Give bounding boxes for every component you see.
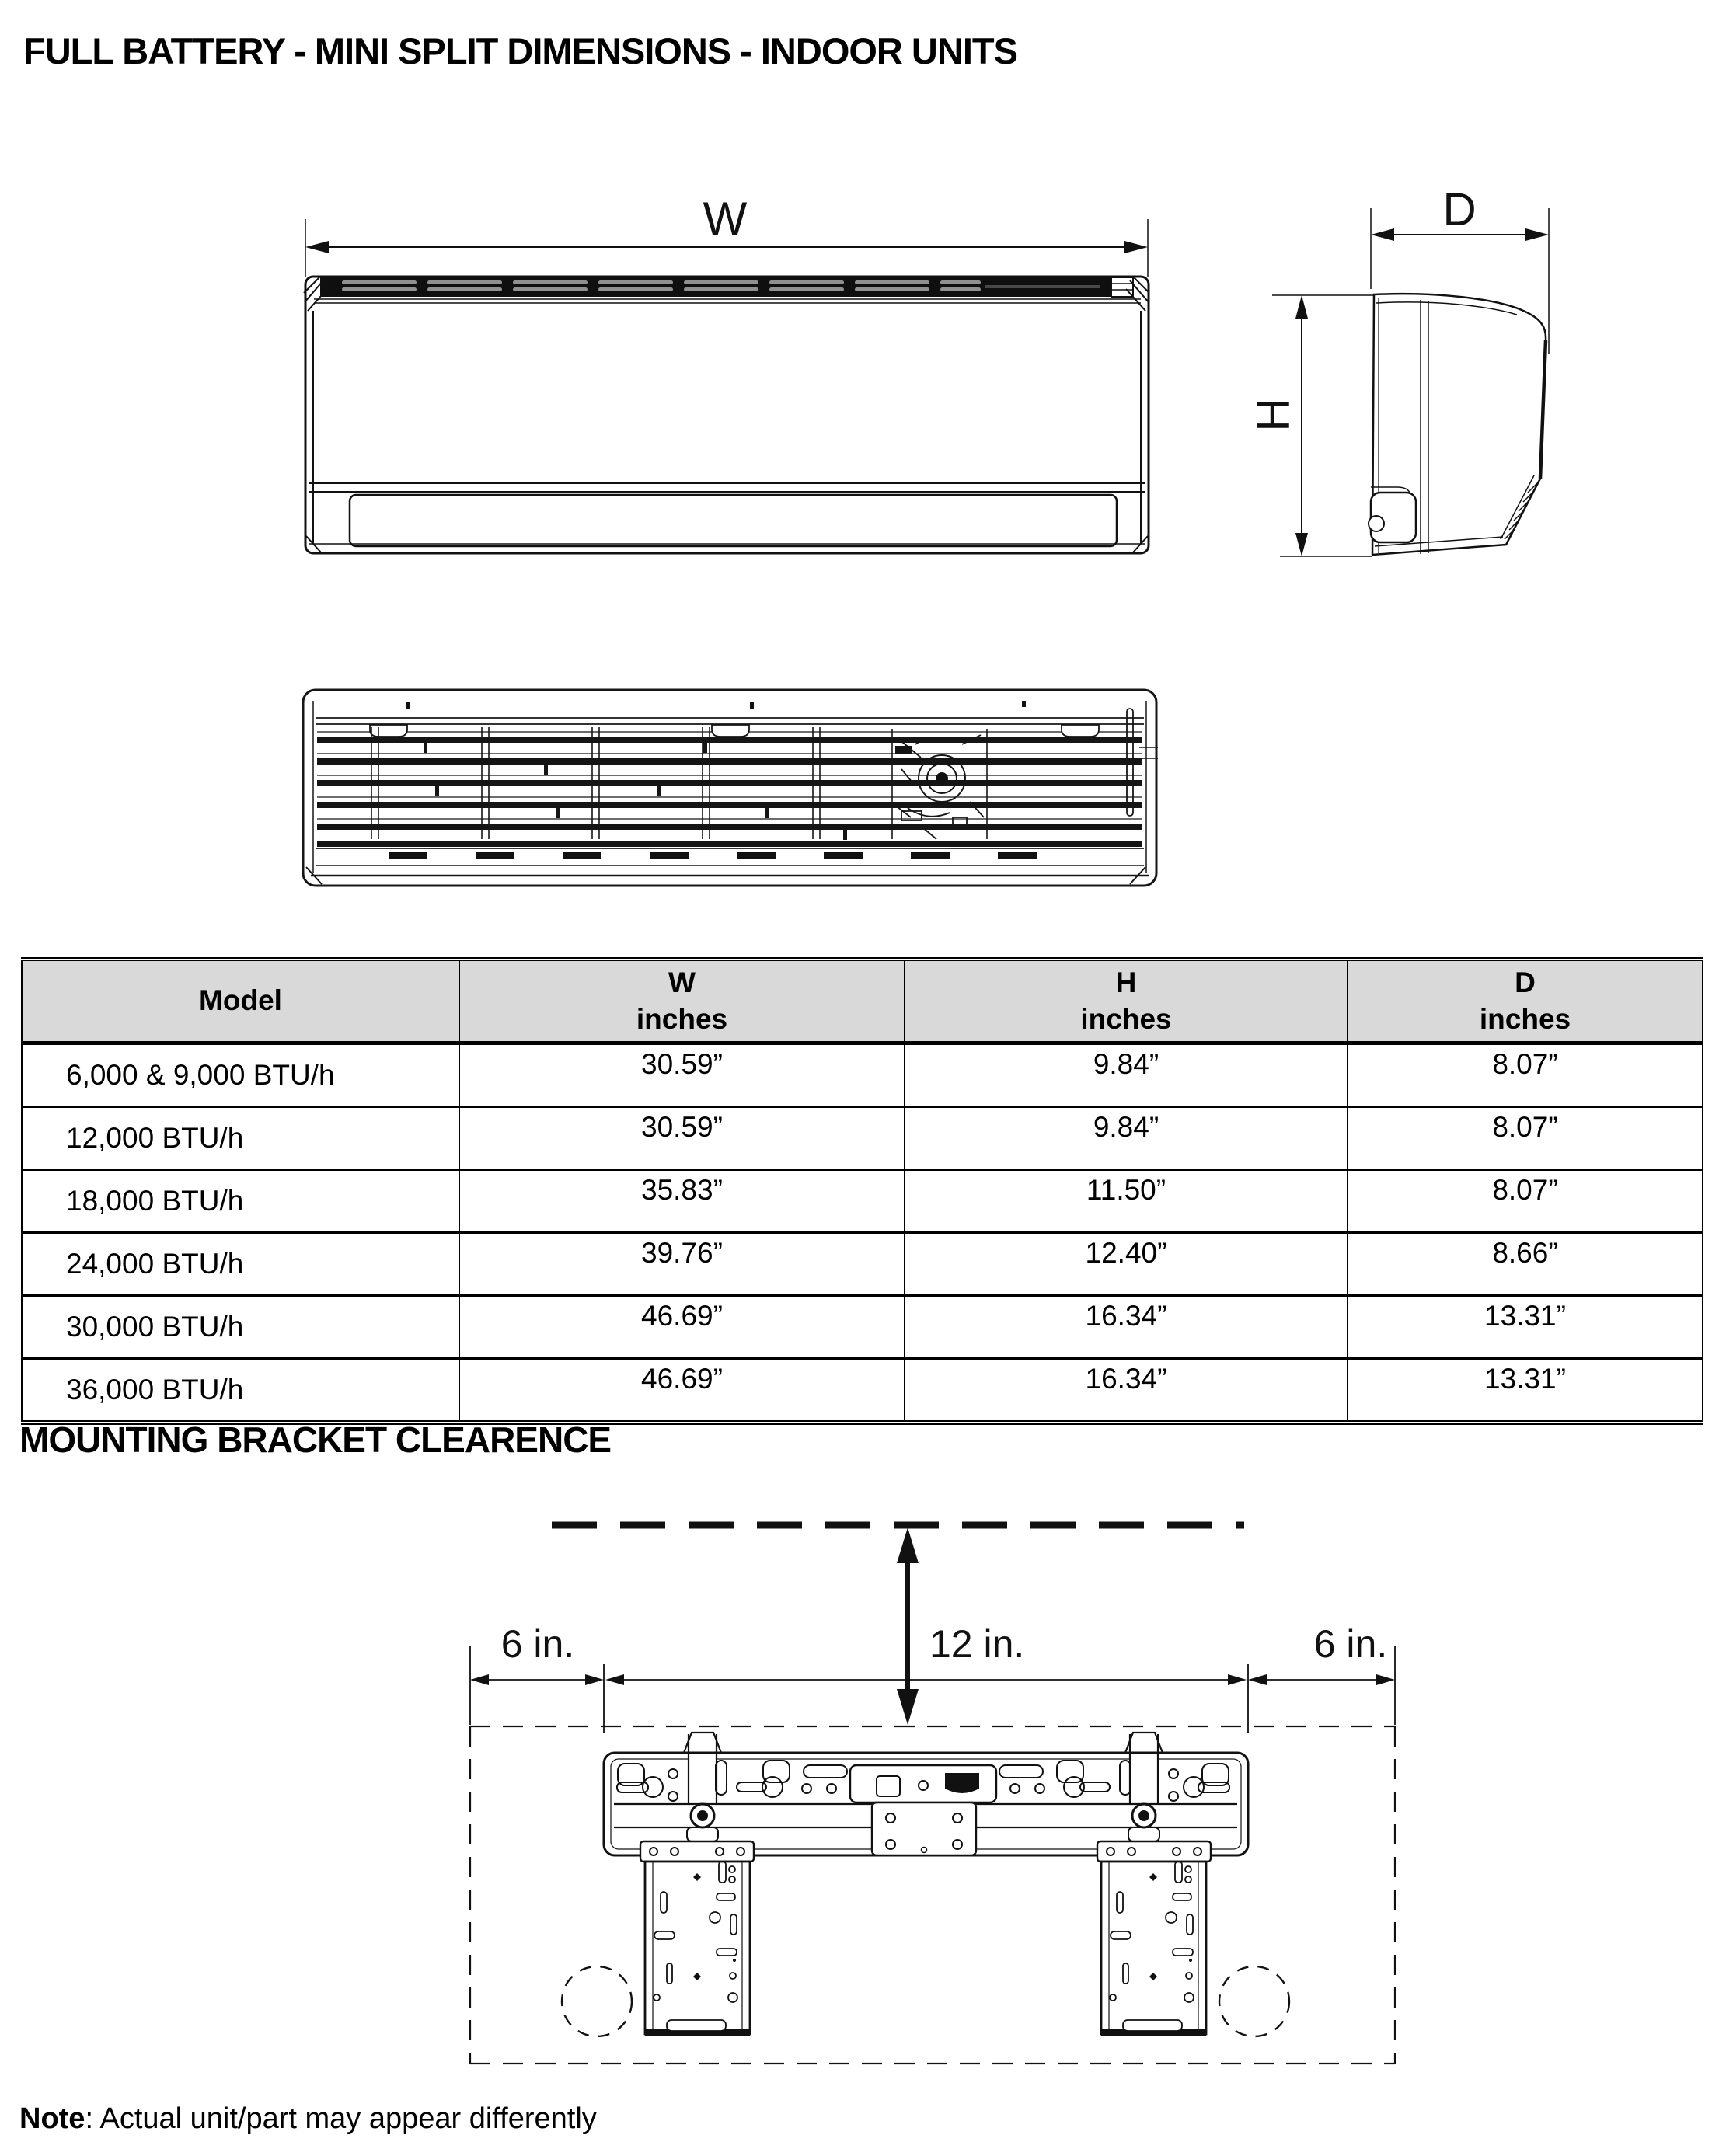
depth-value: 8.07” xyxy=(1348,1170,1703,1233)
clearance-arrow-vertical xyxy=(897,1527,919,1725)
model-name: 24,000 BTU/h xyxy=(22,1233,459,1296)
mounting-dots xyxy=(406,701,1026,709)
bottom-louver xyxy=(309,483,1145,546)
height-value: 9.84” xyxy=(905,1107,1348,1170)
table-row xyxy=(22,1296,1703,1359)
unit-front-outline xyxy=(305,277,1149,553)
depth-value: 13.31” xyxy=(1348,1359,1703,1423)
model-name: 18,000 BTU/h xyxy=(22,1170,459,1233)
model-name: 12,000 BTU/h xyxy=(22,1107,459,1170)
bottom-grille xyxy=(316,724,1144,847)
mounting-bracket-heading: MOUNTING BRACKET CLEARENCE xyxy=(19,1419,612,1460)
height-value: 12.40” xyxy=(905,1233,1348,1296)
page-title: FULL BATTERY - MINI SPLIT DIMENSIONS - INDOOR UNITS xyxy=(23,30,1017,71)
table-header-h: H inches xyxy=(905,960,1348,1043)
height-value: 9.84” xyxy=(905,1043,1348,1107)
pipe-hole-dashed-circle-right xyxy=(1219,1966,1289,2036)
dimensions-table xyxy=(21,957,1703,1425)
table-header-row xyxy=(22,960,1703,1043)
note xyxy=(19,2102,597,2136)
air-vent-grille xyxy=(314,277,1141,303)
side-view-drawing xyxy=(1243,179,1616,583)
note-label: Note xyxy=(19,2102,85,2135)
table-header-d: D inches xyxy=(1348,960,1703,1043)
width-value: 35.83” xyxy=(459,1170,905,1233)
bracket-rail-right xyxy=(1101,1862,1206,2036)
table-row xyxy=(22,1170,1703,1233)
clearance-label-6in-right: 6 in. xyxy=(1313,1622,1388,1666)
bottom-view-drawing xyxy=(264,668,1181,901)
bracket-rail-left xyxy=(645,1862,750,2036)
table-row xyxy=(22,1043,1703,1107)
corner-bevels xyxy=(304,277,1149,552)
table-header-model: Model xyxy=(22,960,459,1043)
table-row xyxy=(22,1359,1703,1423)
model-name: 36,000 BTU/h xyxy=(22,1359,459,1423)
note-text: : Actual unit/part may appear differently xyxy=(85,2102,597,2135)
bottom-dash-row xyxy=(389,852,1037,859)
width-value: 46.69” xyxy=(459,1296,905,1359)
front-view-drawing xyxy=(264,186,1181,575)
mounting-bracket xyxy=(604,1733,1248,1862)
table-row xyxy=(22,1233,1703,1296)
model-name: 6,000 & 9,000 BTU/h xyxy=(66,1059,335,1091)
w-dimension-label: W xyxy=(703,193,748,245)
height-value: 11.50” xyxy=(905,1170,1348,1233)
height-value: 16.34” xyxy=(905,1359,1348,1423)
depth-value: 8.66” xyxy=(1348,1233,1703,1296)
clearance-dimension-lines xyxy=(470,1674,1395,1685)
width-value: 30.59” xyxy=(459,1107,905,1170)
width-value: 46.69” xyxy=(459,1359,905,1423)
width-value: 39.76” xyxy=(459,1233,905,1296)
table-header-w: W inches xyxy=(459,960,905,1043)
d-dimension-label: D xyxy=(1442,183,1477,235)
clearance-diagram xyxy=(435,1476,1445,2098)
depth-value: 13.31” xyxy=(1348,1296,1703,1359)
drain-port xyxy=(1369,516,1384,531)
depth-value: 8.07” xyxy=(1348,1043,1703,1107)
model-name: 30,000 BTU/h xyxy=(22,1296,459,1359)
clearance-label-12in: 12 in. xyxy=(929,1622,1025,1666)
height-value: 16.34” xyxy=(905,1296,1348,1359)
table-row xyxy=(22,1107,1703,1170)
pipe-hole-dashed-circle-left xyxy=(562,1966,632,2036)
unit-side-outline xyxy=(1369,294,1546,555)
depth-value: 8.07” xyxy=(1348,1107,1703,1170)
width-value: 30.59” xyxy=(459,1043,905,1107)
clearance-label-6in-left: 6 in. xyxy=(500,1622,575,1666)
h-dimension-label: H xyxy=(1247,398,1299,432)
